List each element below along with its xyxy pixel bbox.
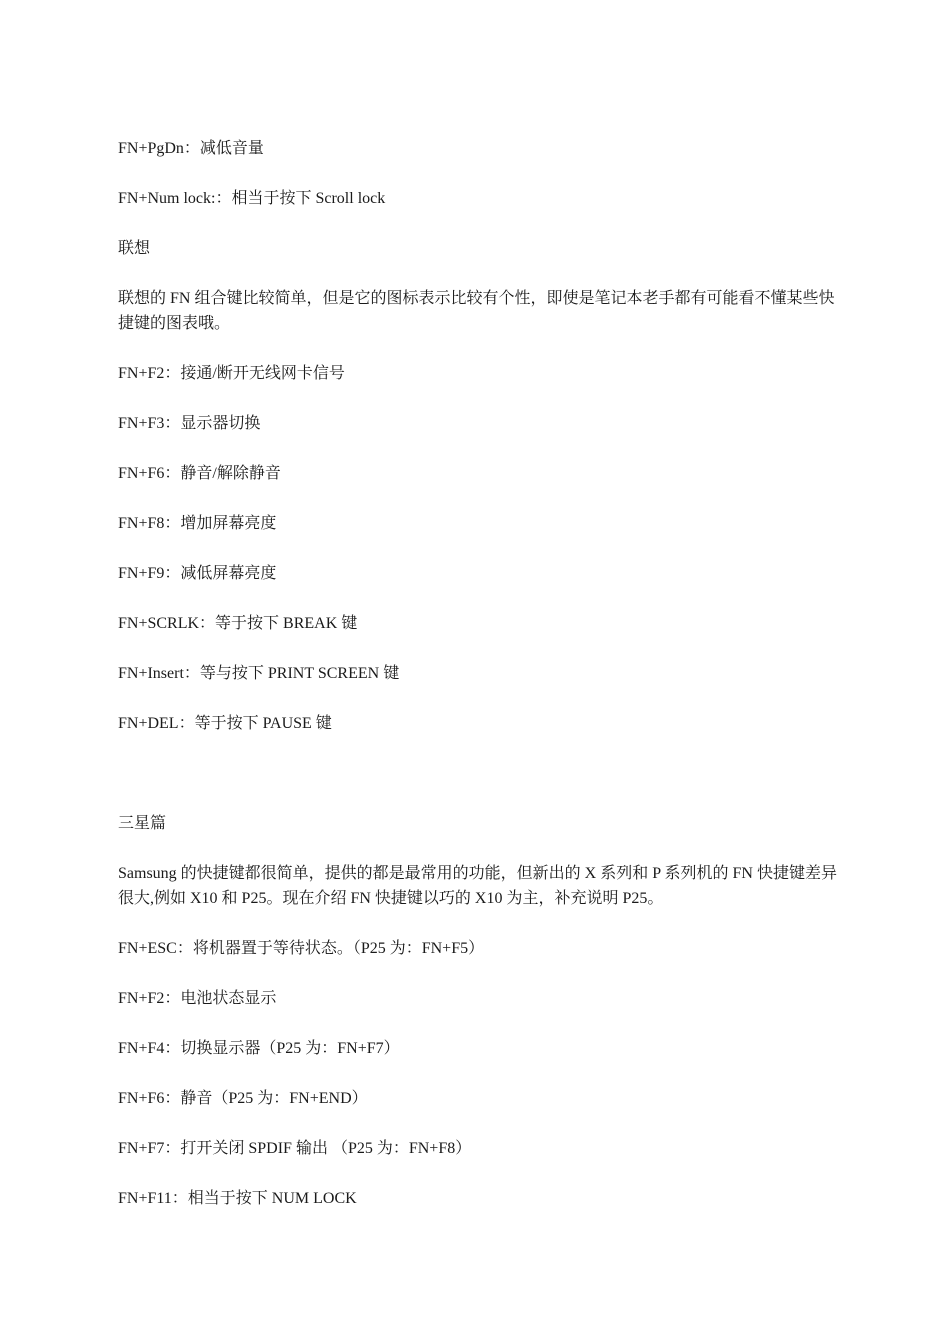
paragraph-fn-f8: FN+F8：增加屏幕亮度: [118, 515, 277, 532]
paragraph-fn-f2: FN+F2：接通/断开无线网卡信号: [118, 365, 345, 382]
paragraph-samsung-intro: Samsung 的快捷键都很简单，提供的都是最常用的功能，但新出的 X 系列和 P 系列机的 FN 快捷键差异很大,例如 X10 和 P25。现在介绍 FN 快捷键以巧的 X10 为主，补充说明 P25。: [118, 865, 837, 907]
paragraph-fn-f3: FN+F3：显示器切换: [118, 415, 261, 432]
paragraph-fn-del: FN+DEL：等于按下 PAUSE 键: [118, 715, 332, 732]
section-heading-lenovo: 联想: [118, 240, 151, 257]
paragraph-fn-esc: FN+ESC：将机器置于等待状态。（P25 为：FN+F5）: [118, 940, 485, 957]
paragraph-fn-scrlk: FN+SCRLK：等于按下 BREAK 键: [118, 615, 358, 632]
paragraph-samsung-fn-f6: FN+F6：静音（P25 为：FN+END）: [118, 1090, 368, 1107]
document-body: [118, 136, 840, 1236]
blank-line-gap: [118, 761, 840, 811]
paragraph-samsung-fn-f2: FN+F2：电池状态显示: [118, 990, 277, 1007]
paragraph-samsung-fn-f11: FN+F11：相当于按下 NUM LOCK: [118, 1190, 357, 1207]
paragraph-fn-insert: FN+Insert：等与按下 PRINT SCREEN 键: [118, 665, 400, 682]
paragraph-lenovo-intro: 联想的 FN 组合键比较简单，但是它的图标表示比较有个性，即使是笔记本老手都有可能看不懂某些快捷键的图表哦。: [118, 290, 835, 332]
paragraph-samsung-fn-f4: FN+F4：切换显示器（P25 为：FN+F7）: [118, 1040, 400, 1057]
paragraph-fn-pgdn: FN+PgDn：减低音量: [118, 140, 264, 157]
section-heading-samsung: 三星篇: [118, 815, 167, 832]
paragraph-samsung-fn-f7: FN+F7：打开关闭 SPDIF 输出 （P25 为：FN+F8）: [118, 1140, 472, 1157]
paragraph-fn-f9: FN+F9：减低屏幕亮度: [118, 565, 277, 582]
paragraph-fn-numlock: FN+Num lock:：相当于按下 Scroll lock: [118, 190, 386, 207]
paragraph-fn-f6: FN+F6：静音/解除静音: [118, 465, 281, 482]
